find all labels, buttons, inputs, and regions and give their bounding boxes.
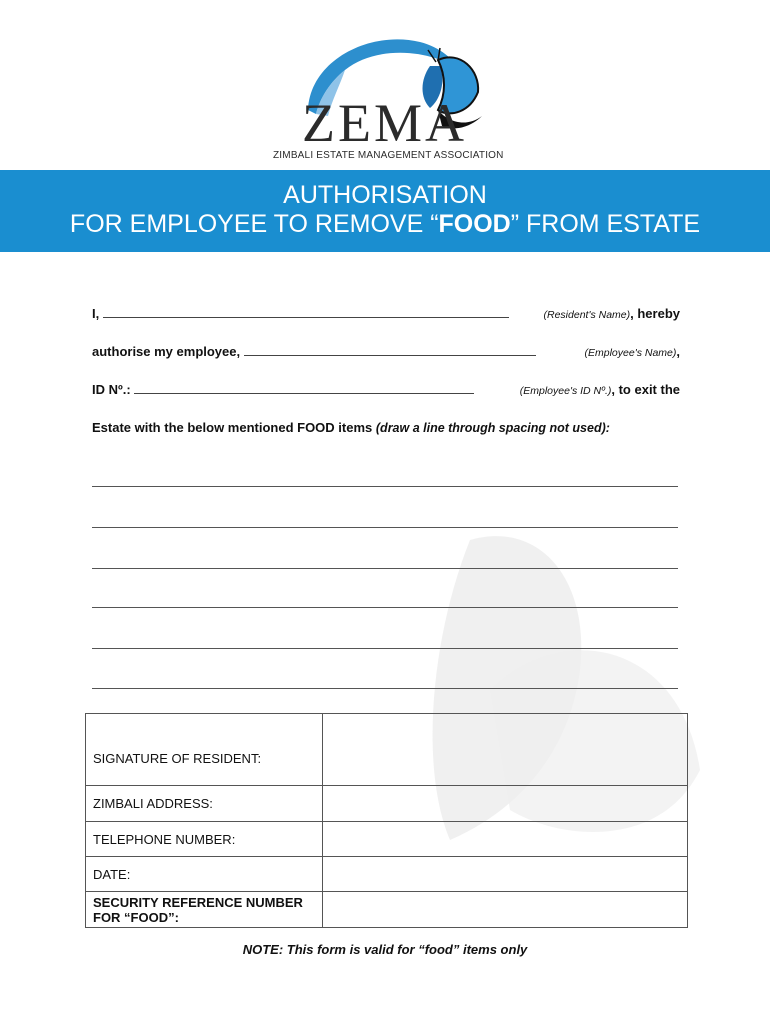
food-item-line-5[interactable]: [92, 648, 678, 649]
subtitle-prefix: FOR EMPLOYEE TO REMOVE “: [69, 210, 439, 238]
date-field[interactable]: [323, 857, 688, 892]
line3-suffix: , to exit the: [611, 382, 680, 397]
line2-prefix: authorise my employee,: [92, 344, 241, 359]
line1-prefix: I,: [92, 306, 100, 321]
line4-text: Estate with the below mentioned FOOD items: [92, 420, 373, 435]
food-item-line-4[interactable]: [92, 607, 678, 608]
title-banner: [0, 170, 770, 252]
logo-wordmark: ZEMA: [302, 93, 467, 153]
resident-name-field[interactable]: [103, 307, 509, 318]
table-row: [86, 892, 688, 928]
line2-suffix: ,: [676, 344, 680, 359]
resident-name-line: [92, 306, 680, 321]
table-row: [86, 786, 688, 822]
security-reference-field[interactable]: [323, 892, 688, 928]
telephone-field[interactable]: [323, 822, 688, 857]
employee-name-line: [92, 344, 680, 359]
signature-label: SIGNATURE OF RESIDENT:: [86, 714, 323, 786]
subtitle-bold: FOOD: [438, 210, 511, 238]
food-item-line-2[interactable]: [92, 527, 678, 528]
food-item-line-1[interactable]: [92, 486, 678, 487]
table-row: [86, 714, 688, 786]
food-item-line-3[interactable]: [92, 568, 678, 569]
telephone-label: TELEPHONE NUMBER:: [86, 822, 323, 857]
table-row: [86, 822, 688, 857]
validity-note: NOTE: This form is valid for “food” items only: [242, 942, 528, 957]
employee-name-field[interactable]: [244, 345, 536, 356]
security-reference-label: SECURITY REFERENCE NUMBER FOR “FOOD”:: [86, 892, 323, 928]
food-items-instruction: [92, 420, 680, 435]
zema-logo: [270, 30, 510, 165]
address-field[interactable]: [323, 786, 688, 822]
food-item-line-6[interactable]: [92, 688, 678, 689]
page-subtitle: [0, 210, 770, 239]
page-title: AUTHORISATION: [283, 181, 487, 209]
signature-field[interactable]: [323, 714, 688, 786]
address-label: ZIMBALI ADDRESS:: [86, 786, 323, 822]
employee-name-hint: (Employee's Name): [584, 347, 677, 359]
logo-subtitle: ZIMBALI ESTATE MANAGEMENT ASSOCIATION: [273, 150, 504, 161]
resident-details-table: [85, 713, 688, 928]
date-label: DATE:: [86, 857, 323, 892]
line3-prefix: ID Nº.:: [92, 382, 131, 397]
employee-id-hint: (Employee's ID Nº.): [519, 385, 612, 397]
line1-suffix: , hereby: [630, 306, 680, 321]
line4-hint: (draw a line through spacing not used):: [375, 421, 610, 435]
resident-name-hint: (Resident's Name): [543, 309, 631, 321]
employee-id-line: [92, 382, 680, 397]
subtitle-suffix: ” FROM ESTATE: [510, 210, 701, 238]
employee-id-field[interactable]: [134, 383, 474, 394]
table-row: [86, 857, 688, 892]
